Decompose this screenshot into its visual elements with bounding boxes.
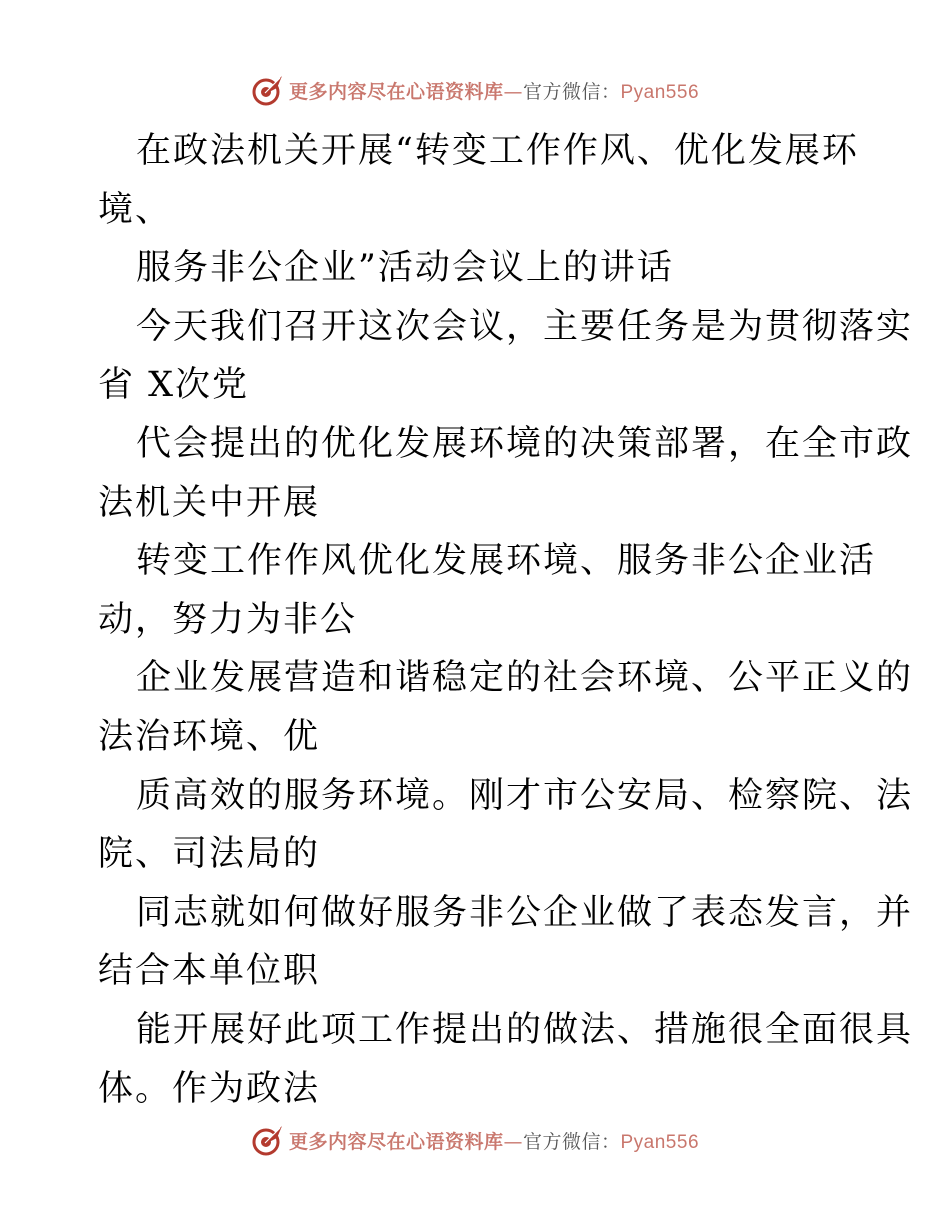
body-line: 企业发展营造和谐稳定的社会环境、公平正义的 xyxy=(136,658,914,699)
watermark-main: 更多内容尽在心语资料库 xyxy=(288,80,504,103)
watermark-account: Pyan556 xyxy=(620,1131,700,1153)
body-line: 法机关中开展 xyxy=(98,482,321,523)
header-watermark xyxy=(0,70,950,110)
body-line: 省 X次党 xyxy=(98,365,250,406)
body-line: 服务非公企业”活动会议上的讲话 xyxy=(136,248,674,289)
watermark-text xyxy=(289,1127,699,1154)
watermark-separator: — xyxy=(503,1130,523,1153)
body-line: 结合本单位职 xyxy=(98,951,321,992)
watermark-separator: — xyxy=(503,80,523,103)
watermark-text xyxy=(289,77,699,104)
body-line: 同志就如何做好服务非公企业做了表态发言，并 xyxy=(136,892,914,933)
body-line: 在政法机关开展“转变工作作风、优化发展环 xyxy=(136,131,859,171)
watermark-main: 更多内容尽在心语资料库 xyxy=(288,1130,504,1153)
quill-logo-icon xyxy=(251,1123,285,1157)
quill-logo-icon xyxy=(251,73,285,107)
body-line: 今天我们召开这次会议，主要任务是为贯彻落实 xyxy=(136,306,914,347)
watermark-sub: 官方微信： xyxy=(522,1130,621,1153)
body-line: 质高效的服务环境。刚才市公安局、检察院、法 xyxy=(136,775,914,816)
body-line: 转变工作作风优化发展环境、服务非公企业活 xyxy=(136,541,877,582)
watermark-sub: 官方微信： xyxy=(522,80,621,103)
body-line: 动，努力为非公 xyxy=(98,599,358,640)
document-body xyxy=(98,122,914,1118)
watermark-account: Pyan556 xyxy=(620,81,700,103)
body-line: 代会提出的优化发展环境的决策部署，在全市政 xyxy=(136,423,914,464)
body-line: 院、司法局的 xyxy=(98,834,321,875)
footer-watermark xyxy=(0,1120,950,1160)
body-line: 境、 xyxy=(98,189,173,230)
body-line: 能开展好此项工作提出的做法、措施很全面很具 xyxy=(136,1009,914,1050)
body-line: 法治环境、优 xyxy=(98,716,321,757)
body-line: 体。作为政法 xyxy=(98,1068,321,1109)
